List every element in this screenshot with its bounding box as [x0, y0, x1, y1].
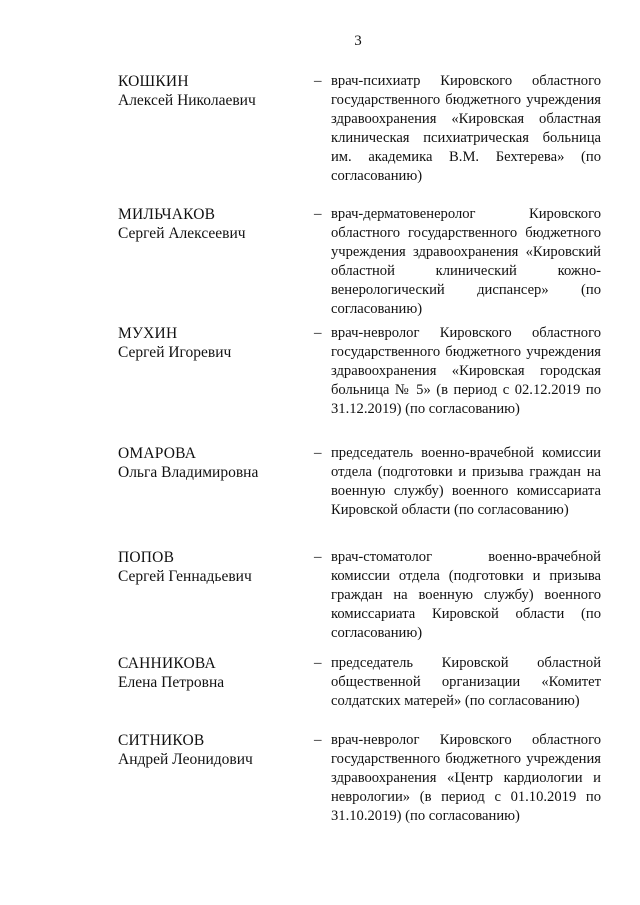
member-name	[118, 654, 308, 692]
member-surname: МУХИН	[118, 325, 178, 342]
member-name	[118, 731, 308, 769]
member-surname: МИЛЬЧАКОВ	[118, 206, 216, 223]
member-surname: ОМАРОВА	[118, 445, 197, 462]
member-given-names: Ольга Владимировна	[118, 464, 259, 481]
member-given-names: Сергей Алексеевич	[118, 225, 246, 242]
separator-dash: –	[314, 655, 322, 671]
member-given-names: Елена Петровна	[118, 674, 225, 691]
member-role: врач-психиатр Кировского областного государственного бюджетного учреждения здравоохранения «Кировская областная клиническая психиатрическая больница им. академика В.М. Бехтерева» (по согласованию)	[331, 73, 601, 184]
separator-dash: –	[314, 732, 322, 748]
member-surname: ПОПОВ	[118, 549, 175, 566]
member-name	[118, 324, 308, 362]
separator-dash: –	[314, 445, 322, 461]
separator-dash: –	[314, 325, 322, 341]
member-role: председатель Кировской областной общественной организации «Комитет солдатских матерей» (по согласованию)	[331, 655, 601, 709]
member-surname: КОШКИН	[118, 73, 189, 90]
member-name	[118, 444, 308, 482]
separator-dash: –	[314, 549, 322, 565]
member-given-names: Андрей Леонидович	[118, 751, 253, 768]
separator-dash: –	[314, 206, 322, 222]
member-role: врач-дерматовенеролог Кировского областного государственного бюджетного учреждения здравоохранения «Кировский областной клинический кожно-венерологический диспансер» (по согласованию)	[331, 206, 601, 317]
page-number: 3	[354, 33, 362, 49]
member-given-names: Сергей Игоревич	[118, 344, 232, 361]
member-given-names: Алексей Николаевич	[118, 92, 256, 109]
member-surname: СИТНИКОВ	[118, 732, 205, 749]
member-name	[118, 72, 308, 110]
member-role: врач-стоматолог военно-врачебной комиссии отдела (подготовки и призыва граждан на военную службу) военного комиссариата Кировской области (по согласованию)	[331, 549, 601, 641]
member-role: председатель военно-врачебной комиссии отдела (подготовки и призыва граждан на военную службу) военного комиссариата Кировской области (по согласованию)	[331, 445, 601, 518]
member-given-names: Сергей Геннадьевич	[118, 568, 252, 585]
member-role: врач-невролог Кировского областного государственного бюджетного учреждения здравоохранения «Центр кардиологии и неврологии» (в период с 01.10.2019 по 31.10.2019) (по согласованию)	[331, 732, 601, 824]
member-surname: САННИКОВА	[118, 655, 216, 672]
separator-dash: –	[314, 73, 322, 89]
member-role: врач-невролог Кировского областного государственного бюджетного учреждения здравоохранения «Кировская городская больница № 5» (в период с 02.12.2019 по 31.12.2019) (по согласованию)	[331, 325, 601, 417]
member-name	[118, 548, 308, 586]
member-name	[118, 205, 308, 243]
